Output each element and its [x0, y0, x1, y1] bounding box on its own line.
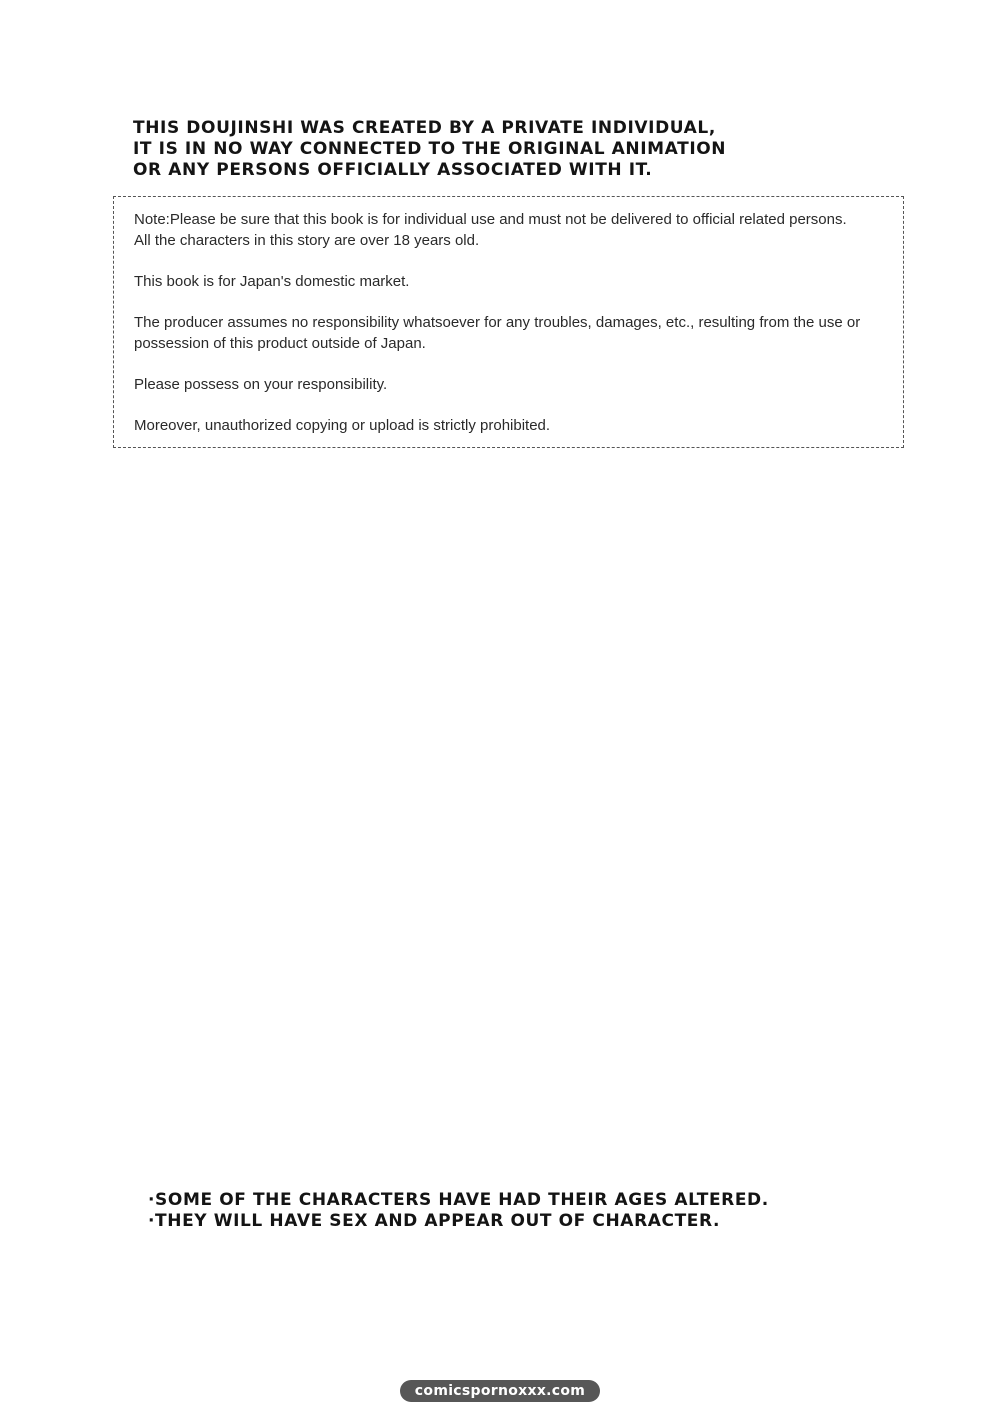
content-warnings [148, 1190, 848, 1232]
notice-note-line-1: Note:Please be sure that this book is for individual use and must not be delivered to official related persons. [134, 211, 847, 228]
notice-paragraph-note [134, 209, 894, 251]
watermark: comicspornoxxx.com [400, 1380, 600, 1402]
notice-paragraph-market [134, 271, 894, 292]
notice-responsibility-line-1: The producer assumes no responsibility whatsoever for any troubles, damages, etc., resulting from the use or [134, 314, 861, 331]
warning-item-ages: ·SOME OF THE CHARACTERS HAVE HAD THEIR AGES ALTERED. [148, 1190, 769, 1210]
notice-note-line-2: All the characters in this story are over 18 years old. [134, 232, 480, 249]
notice-copying-line: Moreover, unauthorized copying or upload is strictly prohibited. [134, 417, 551, 434]
notice-paragraph-copying [134, 415, 894, 436]
notice-box [113, 196, 904, 448]
notice-text [134, 209, 894, 456]
header-line-2: IT IS IN NO WAY CONNECTED TO THE ORIGINAL ANIMATION [133, 139, 727, 159]
notice-market-line: This book is for Japan's domestic market. [134, 273, 410, 290]
disclaimer-header [133, 118, 853, 181]
header-line-1: THIS DOUJINSHI WAS CREATED BY A PRIVATE INDIVIDUAL, [133, 118, 716, 138]
notice-paragraph-possess [134, 374, 894, 395]
header-line-3: OR ANY PERSONS OFFICIALLY ASSOCIATED WITH IT. [133, 160, 653, 180]
notice-paragraph-responsibility [134, 312, 894, 354]
notice-possess-line: Please possess on your responsibility. [134, 376, 388, 393]
warning-item-character: ·THEY WILL HAVE SEX AND APPEAR OUT OF CHARACTER. [148, 1211, 721, 1231]
notice-responsibility-line-2: possession of this product outside of Japan. [134, 335, 426, 352]
